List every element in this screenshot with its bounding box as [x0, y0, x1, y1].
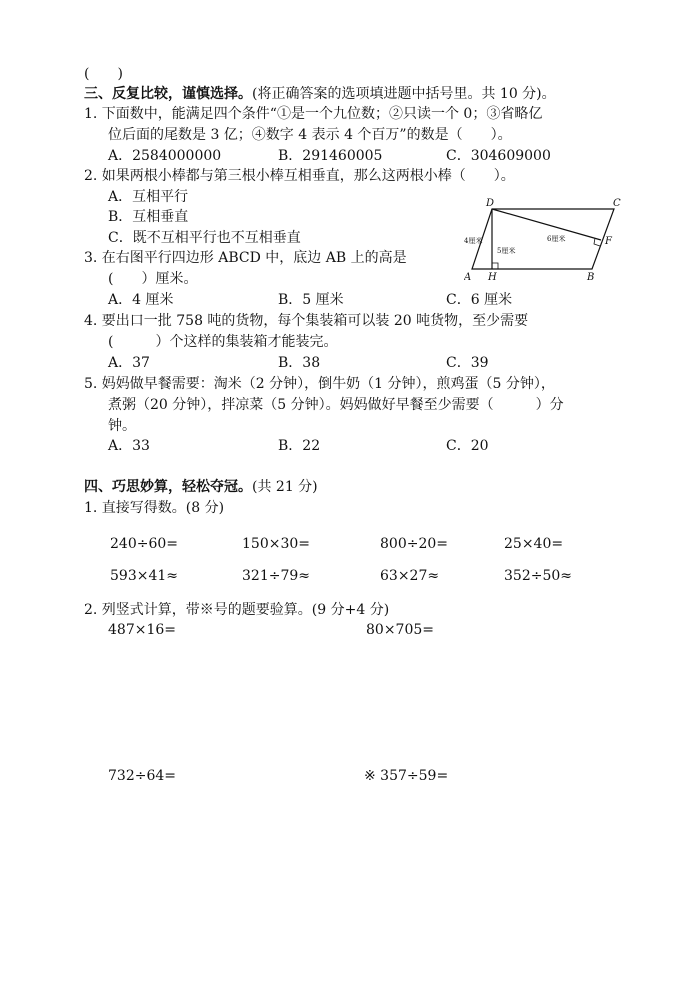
section-4-title: 四、巧思妙算，轻松夺冠。	[84, 479, 252, 495]
q4-option-a: A．37	[108, 355, 150, 371]
part2-title: 2. 列竖式计算，带※号的题要验算。(9 分+4 分)	[84, 602, 390, 618]
q3-line2: ( ）厘米。	[108, 271, 198, 287]
q5-line1: 5. 妈妈做早餐需要：淘米（2 分钟），倒牛奶（1 分钟），煎鸡蛋（5 分钟），	[84, 376, 555, 392]
q2-line1: 2. 如果两根小棒都与第三根小棒互相垂直，那么这两根小棒（ ）。	[84, 168, 515, 184]
q3-option-b: B．5 厘米	[278, 292, 344, 308]
vertex-c-label: C	[613, 198, 621, 209]
point-f-label: F	[605, 236, 612, 247]
section-3-heading	[84, 84, 556, 104]
calc-item: 800÷20=	[380, 536, 448, 552]
q4-line1: 4. 要出口一批 758 吨的货物，每个集装箱可以装 20 吨货物，至少需要	[84, 313, 529, 329]
q3-option-a: A．4 厘米	[108, 292, 174, 308]
calc-item: 321÷79≈	[242, 568, 310, 584]
parallelogram-figure	[464, 196, 624, 286]
side-ad-length-label: 4厘米	[464, 237, 483, 245]
calc-item: 352÷50≈	[504, 568, 572, 584]
q5-option-b: B．22	[278, 438, 321, 454]
point-h-label: H	[488, 272, 497, 283]
parallelogram-abcd	[472, 209, 614, 269]
q2-option-a: A．互相平行	[108, 189, 189, 205]
vertex-a-label: A	[464, 272, 472, 283]
q1-line1: 1. 下面数中，能满足四个条件“①是一个九位数；②只读一个 0；③省略亿	[84, 106, 543, 122]
section-4-note: (共 21 分)	[252, 479, 318, 495]
calc-item: 240÷60=	[110, 536, 178, 552]
part1-title: 1. 直接写得数。(8 分)	[84, 500, 225, 516]
q3-option-c: C．6 厘米	[446, 292, 513, 308]
section-3-title: 三、反复比较，谨慎选择。	[84, 86, 252, 102]
q4-line2: ( ）个这样的集装箱才能装完。	[108, 334, 338, 350]
q2-option-b: B．互相垂直	[108, 209, 189, 225]
q3-line1: 3. 在右图平行四边形 ABCD 中，底边 AB 上的高是	[84, 250, 407, 266]
vertical-calc-3: 732÷64=	[108, 768, 176, 784]
calc-item: 593×41≈	[110, 568, 178, 584]
q5-line2: 煮粥（20 分钟），拌凉菜（5 分钟）。妈妈做好早餐至少需要（ ）分	[108, 397, 564, 413]
vertical-calc-4: ※ 357÷59=	[364, 768, 449, 784]
q5-line3: 钟。	[108, 418, 136, 434]
q5-option-c: C．20	[446, 438, 489, 454]
section-4-heading	[84, 477, 318, 497]
section-3-note: (将正确答案的选项填进题中括号里。共 10 分)。	[252, 86, 556, 102]
q2-option-c: C．既不互相平行也不互相垂直	[108, 230, 301, 246]
q1-option-a: A．2584000000	[108, 148, 222, 164]
vertical-calc-2: 80×705=	[366, 622, 434, 638]
calc-item: 25×40=	[504, 536, 564, 552]
vertex-d-label: D	[486, 198, 495, 209]
q4-option-c: C．39	[446, 355, 489, 371]
vertex-b-label: B	[587, 272, 595, 283]
height-dh-length-label: 5厘米	[497, 247, 516, 255]
height-df-length-label: 6厘米	[547, 235, 566, 243]
right-angle-mark-h	[492, 263, 498, 269]
calc-item: 63×27≈	[380, 568, 440, 584]
q1-option-c: C．304609000	[446, 148, 551, 164]
top-answer-blank: ( )	[84, 66, 123, 82]
q5-option-a: A．33	[108, 438, 150, 454]
q1-line2: 位后面的尾数是 3 亿；④数字 4 表示 4 个百万”的数是（ ）。	[108, 127, 512, 143]
vertical-calc-1: 487×16=	[108, 622, 176, 638]
calc-item: 150×30=	[242, 536, 310, 552]
q1-option-b: B．291460005	[278, 148, 383, 164]
q4-option-b: B．38	[278, 355, 321, 371]
